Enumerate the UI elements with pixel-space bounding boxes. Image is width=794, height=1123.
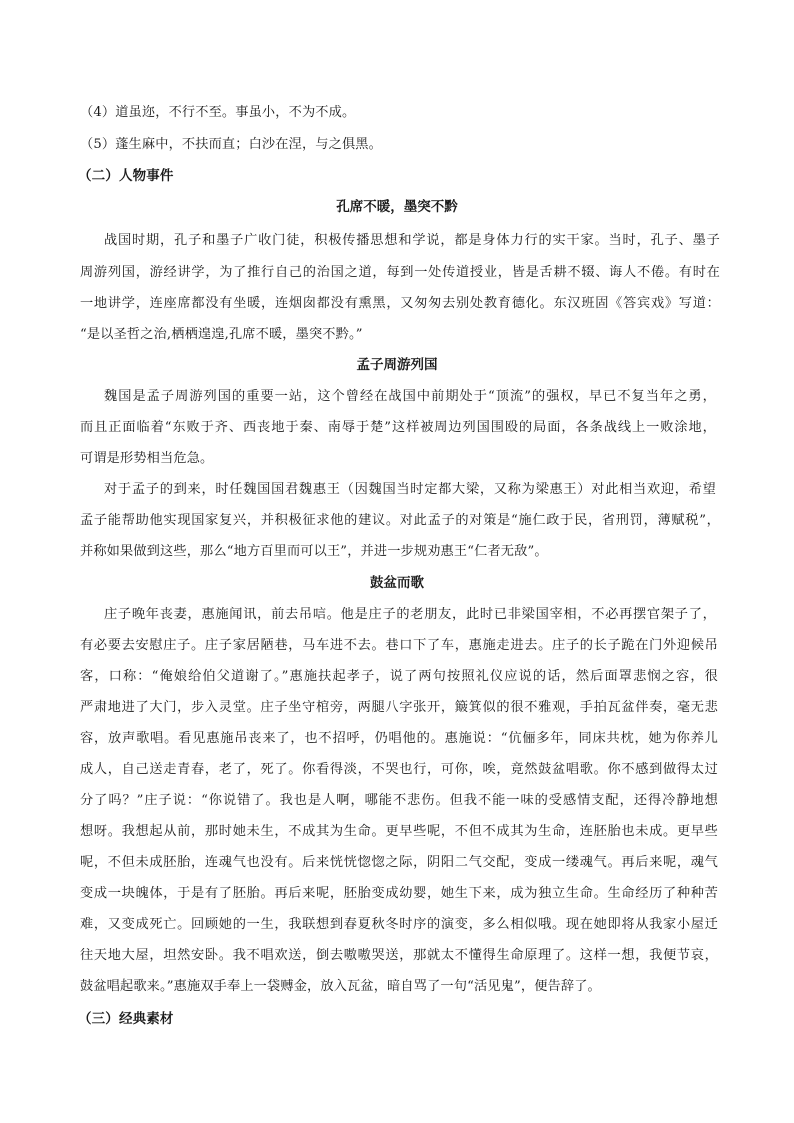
paragraph-line: 而且正面临着“东败于齐、西丧地于秦、南辱于楚”这样被周边列国围殴的局面，各条战线上一败涂地， <box>80 420 716 435</box>
paragraph-line: 呢，不但未成胚胎，连魂气也没有。后来恍恍惚惚之际，阴阳二气交配，变成一缕魂气。再后来呢，魂气 <box>80 855 718 870</box>
paragraph-line: 变成一块魄体，于是有了胚胎。再后来呢，胚胎变成幼婴，她生下来，成为独立生命。生命经历了种种苦 <box>80 886 718 901</box>
section-heading-people-events: （二）人物事件 <box>78 168 174 184</box>
story-title-kong-mo: 孔席不暖，墨突不黔 <box>336 199 458 215</box>
paragraph-line: 庄子晚年丧妻，惠施闻讯，前去吊唁。他是庄子的老朋友，此时已非梁国宰相，不必再摆官架子了， <box>104 607 716 622</box>
story-title-drum-basin: 鼓盆而歌 <box>370 575 424 591</box>
story-title-mencius: 孟子周游列国 <box>356 357 438 373</box>
paragraph-line: 对于孟子的到来，时任魏国国君魏惠王（因魏国当时定都大梁，又称为梁惠王）对此相当欢迎，希望 <box>104 482 716 497</box>
paragraph-line: 并称如果做到这些，那么“地方百里而可以王”，并进一步规劝惠王“仁者无敌”。 <box>80 544 548 559</box>
paragraph-line: 有必要去安慰庄子。庄子家居陋巷，马车进不去。巷口下了车，惠施走进去。庄子的长子跪在门外迎候吊 <box>80 638 718 653</box>
paragraph-line: 成人，自己送走青春，老了，死了。你看得淡，不哭也行，可你，唉，竟然鼓盆唱歌。你不感到做得太过 <box>80 762 718 777</box>
paragraph-line: 往天地大屋，坦然安卧。我不唱欢送，倒去嗷嗷哭送，那就太不懂得生命原理了。这样一想，我便节哀， <box>80 948 718 963</box>
paragraph-line: “是以圣哲之治,栖栖遑遑,孔席不暖，墨突不黔。” <box>80 327 363 342</box>
paragraph-line: 鼓盆唱起歌来。”惠施双手奉上一袋赙金，放入瓦盆，暗自骂了一句“活见鬼”，便告辞了。 <box>80 979 601 994</box>
paragraph-line: 想呀。我想起从前，那时她未生，不成其为生命。更早些呢，不但不成其为生命，连胚胎也未成。更早些 <box>80 824 718 839</box>
paragraph-line: 战国时期，孔子和墨子广收门徒，积极传播思想和学说，都是身体力行的实干家。当时，孔子、墨子 <box>104 233 720 248</box>
quote-line-4: （4）道虽迩，不行不至。事虽小，不为不成。 <box>80 105 356 120</box>
section-heading-classic-materials: （三）经典素材 <box>78 1011 174 1027</box>
paragraph-line: 容，放声歌唱。看见惠施吊丧来了，也不招呼，仍唱他的。惠施说：“伉俪多年，同床共枕，她为你养儿 <box>80 731 718 746</box>
paragraph-line: 分了吗？”庄子说：“你说错了。我也是人啊，哪能不悲伤。但我不能一味的受感情支配，还得冷静地想 <box>80 793 718 808</box>
paragraph-line: 难，又变成死亡。回顾她的一生，我联想到春夏秋冬时序的演变，多么相似哦。现在她即将从我家小屋迁 <box>80 917 718 932</box>
paragraph-line: 魏国是孟子周游列国的重要一站，这个曾经在战国中前期处于“顶流”的强权，早已不复当年之勇， <box>104 389 716 404</box>
paragraph-line: 孟子能帮助他实现国家复兴，并积极征求他的建议。对此孟子的对策是“施仁政于民，省刑罚，薄赋税”， <box>80 513 720 528</box>
paragraph-line: 可谓是形势相当危急。 <box>80 451 214 466</box>
paragraph-line: 客，口称：“俺娘给伯父道谢了。”惠施扶起孝子，说了两句按照礼仪应说的话，然后面罩悲悯之容，很 <box>80 669 718 684</box>
paragraph-line: 严肃地进了大门，步入灵堂。庄子坐守棺旁，两腿八字张开，簸箕似的很不雅观，手拍瓦盆伴奏，毫无悲 <box>80 700 718 715</box>
paragraph-line: 周游列国，游经讲学，为了推行自己的治国之道，每到一处传道授业，皆是舌耕不辍、诲人不倦。有时在 <box>80 265 720 280</box>
paragraph-line: 一地讲学，连座席都没有坐暖，连烟囱都没有熏黑，又匆匆去别处教育德化。东汉班固《答宾戏》写道： <box>80 296 720 311</box>
quote-line-5: （5）蓬生麻中，不扶而直；白沙在涅，与之俱黑。 <box>80 137 382 152</box>
